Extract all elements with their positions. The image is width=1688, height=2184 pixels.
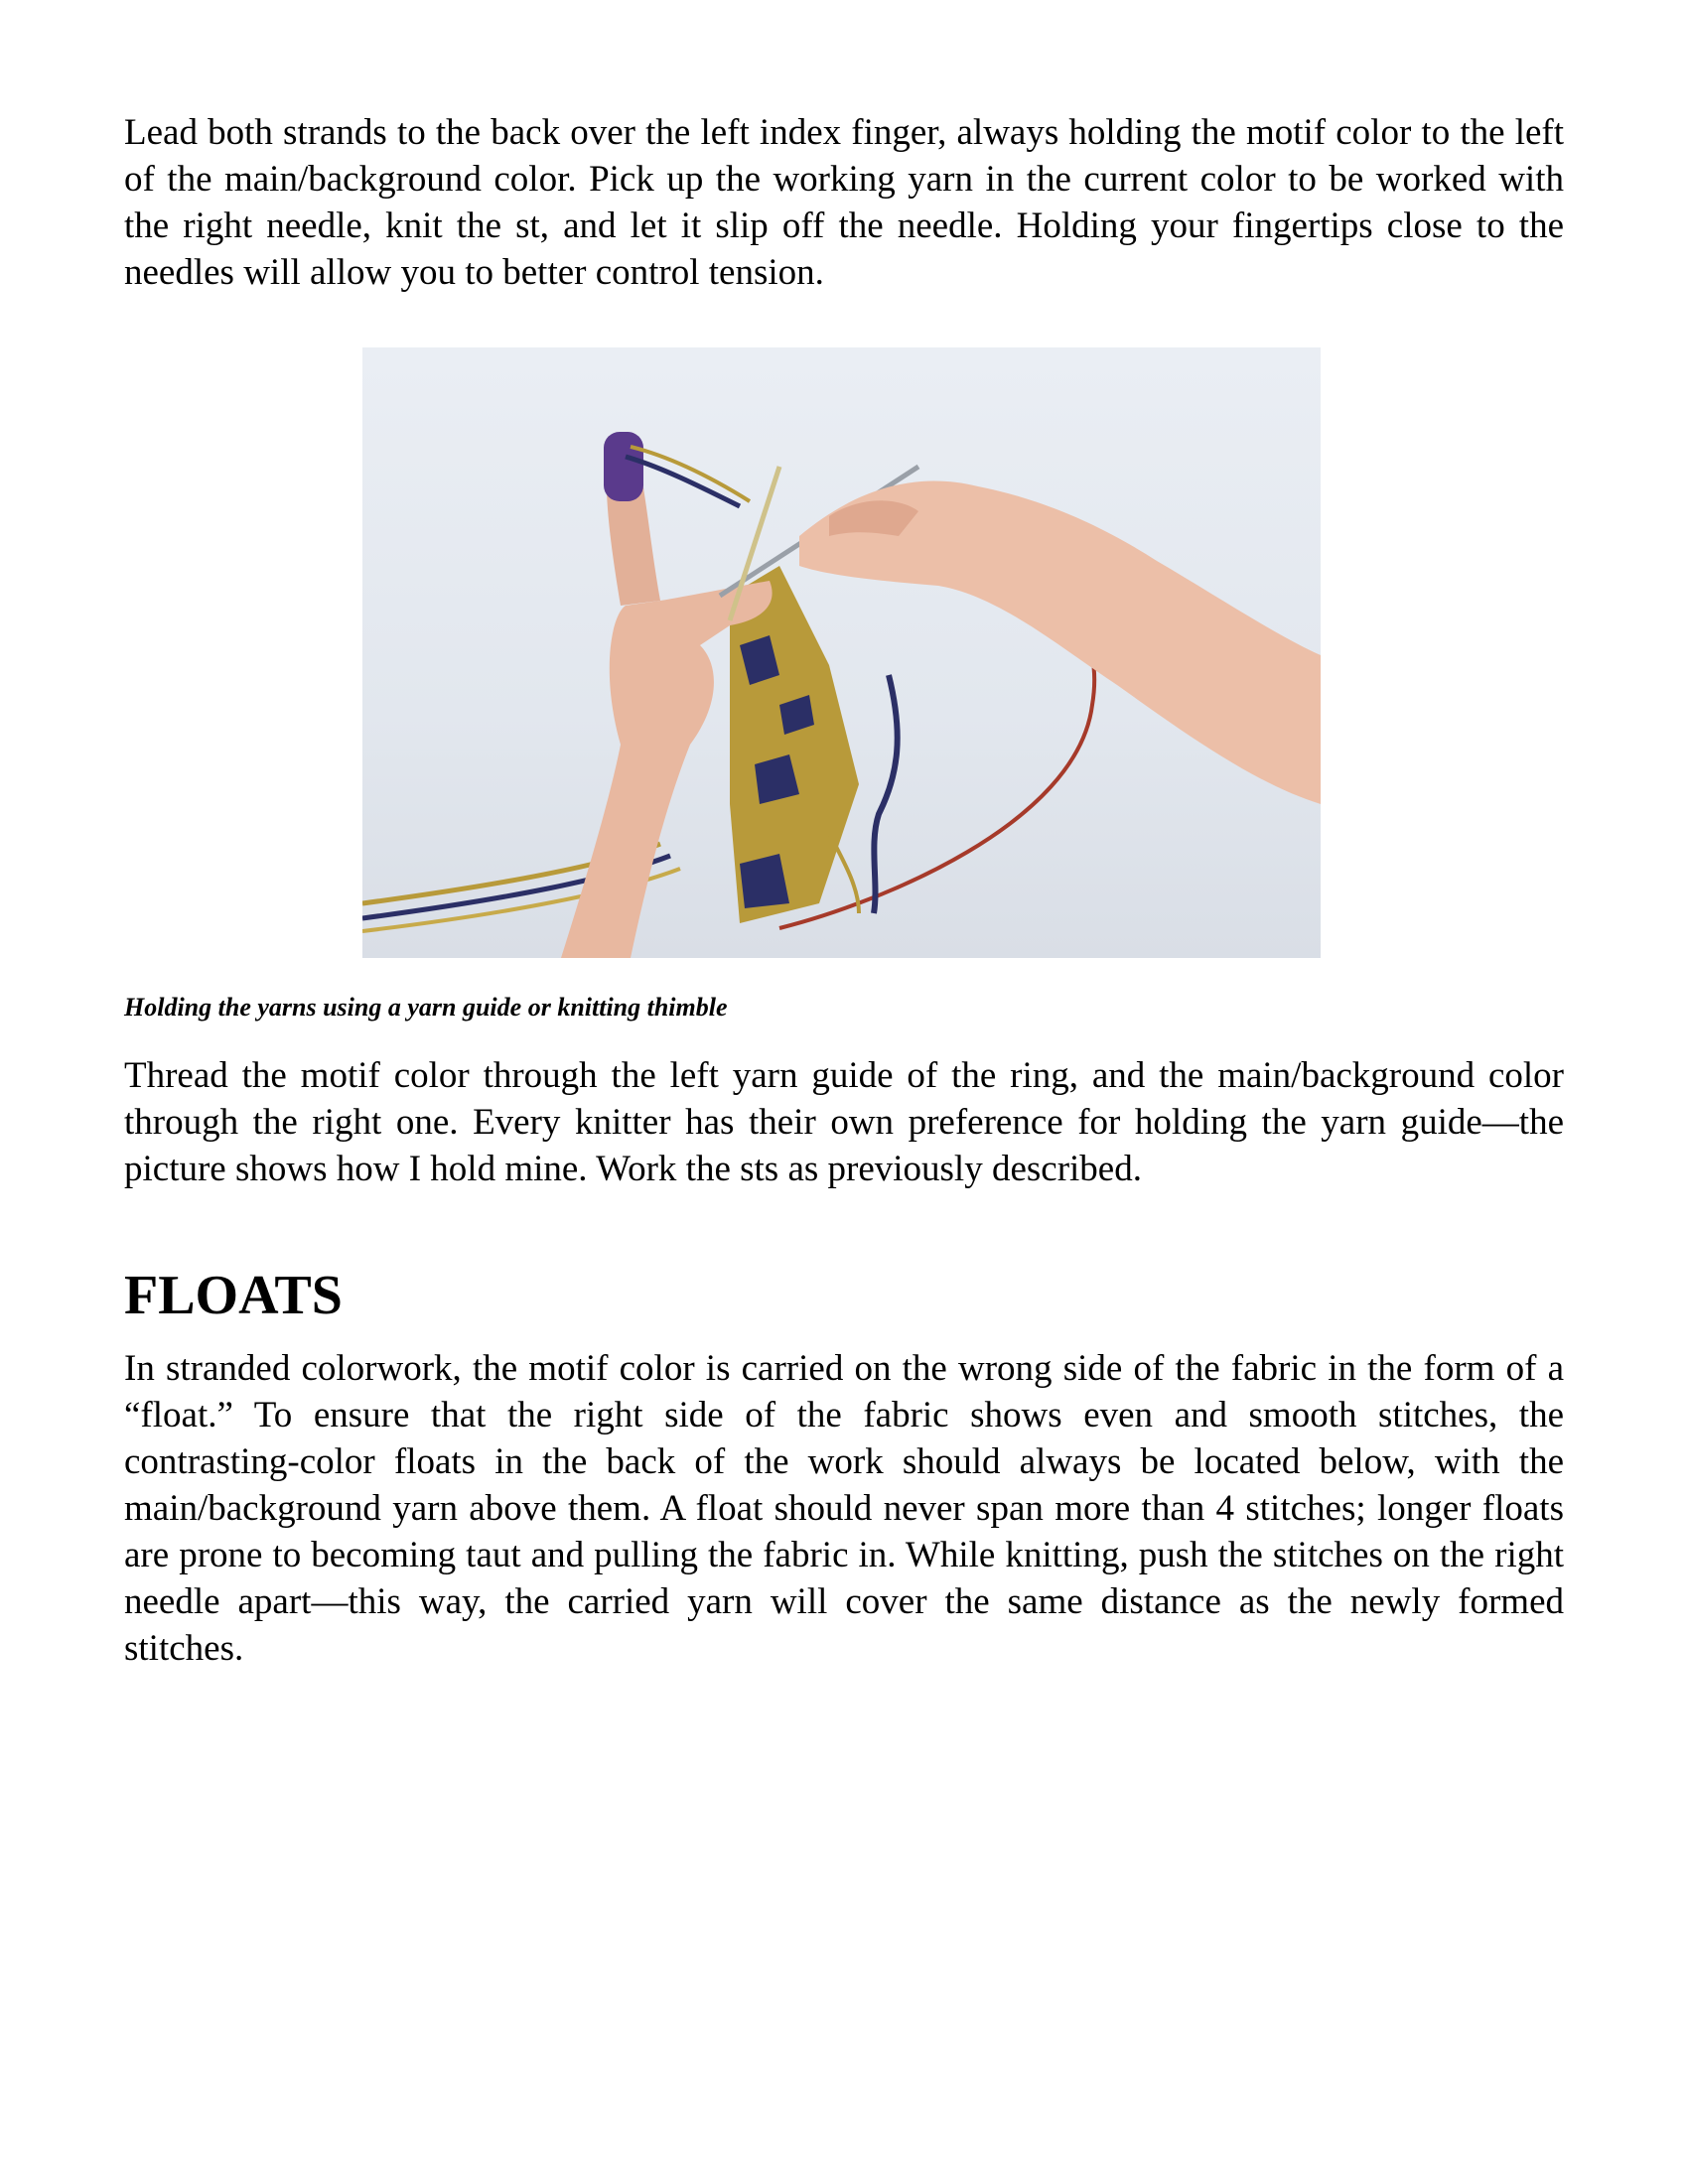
section-heading: FLOATS: [124, 1265, 343, 1326]
floats-paragraph: In stranded colorwork, the motif color is carried on the wrong side of the fabric in the form of a “float.” To ensure that the right side of the fabric shows even and smooth stitches, the contrasting-color floats in the back of the work should always be located below, with the main/background yarn above them. A float should never span more than 4 stitches; longer floats are prone to becoming taut and pulling the fabric in. While knitting, push the stitches on the right needle apart—this way, the carried yarn will cover the same distance as the newly formed stitches.: [124, 1348, 1564, 1669]
thimble-icon: [604, 432, 643, 501]
guide-paragraph: Thread the motif color through the left yarn guide of the ring, and the main/background color through the right one. Every knitter has their own preference for holding the yarn guide—the picture shows how I hold mine. Work the sts as previously described.: [124, 1055, 1564, 1189]
intro-paragraph: Lead both strands to the back over the left index finger, always holding the motif color to the left of the main/background color. Pick up the working yarn in the current color to be worked with the right needle, knit the st, and let it slip off the needle. Holding your fingertips close to the needles will allow you to better control tension.: [124, 112, 1564, 293]
knitting-illustration: [362, 347, 1321, 958]
motif-yarn-hanging: [874, 675, 898, 913]
figure-caption: Holding the yarns using a yarn guide or knitting thimble: [124, 993, 728, 1022]
knitting-photo: [362, 347, 1321, 958]
